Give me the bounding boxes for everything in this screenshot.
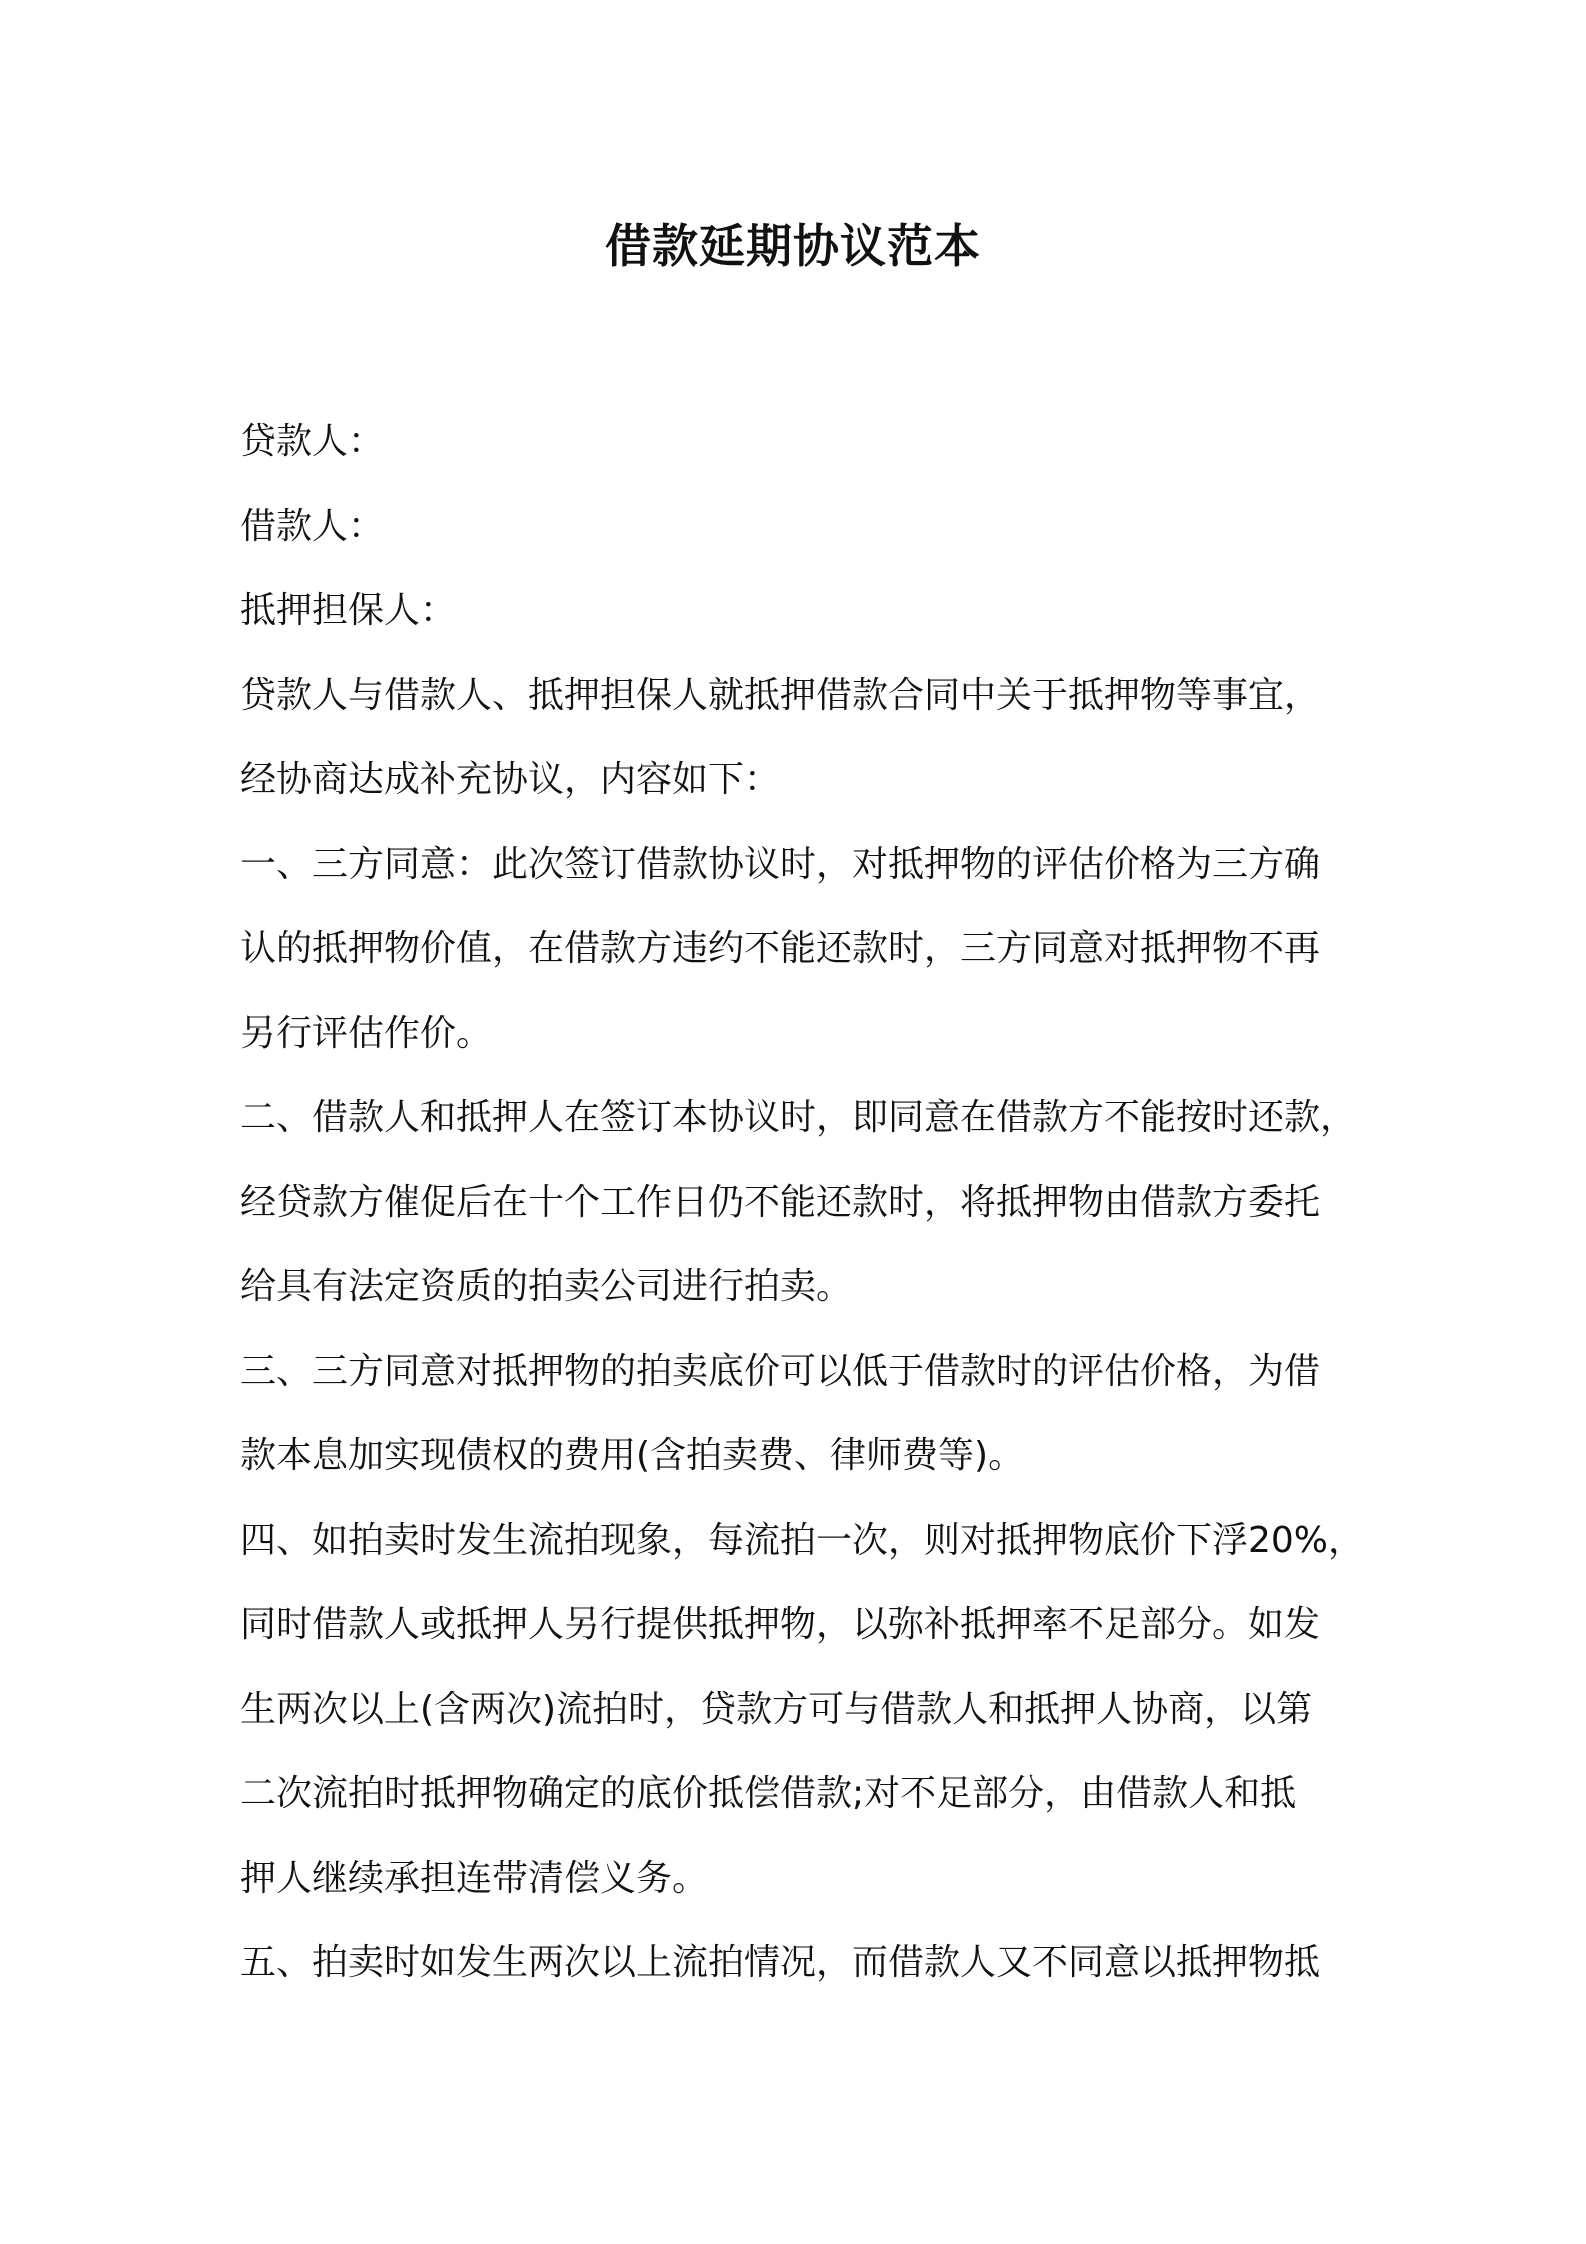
clause-5-line-1: 五、拍卖时如发生两次以上流拍情况，而借款人又不同意以抵押物抵: [240, 1942, 1321, 1983]
mortgage-guarantor-label: 抵押担保人：: [240, 590, 457, 631]
clause-1-line-3: 另行评估作价。: [240, 1012, 493, 1054]
clause-2-line-3: 给具有法定资质的拍卖公司进行拍卖。: [240, 1266, 853, 1307]
lender-label: 贷款人：: [240, 421, 385, 462]
intro-line-2: 经协商达成补充协议，内容如下：: [240, 759, 781, 800]
clause-4-line-3: 生两次以上(含两次)流拍时，贷款方可与借款人和抵押人协商，以第: [240, 1688, 1313, 1730]
clause-2-line-1: 二、借款人和抵押人在签订本协议时，即同意在借款方不能按时还款，: [240, 1097, 1357, 1138]
intro-line-1: 贷款人与借款人、抵押担保人就抵押借款合同中关于抵押物等事宜，: [240, 674, 1321, 716]
clause-4-line-4: 二次流拍时抵押物确定的底价抵偿借款;对不足部分，由借款人和抵: [240, 1773, 1297, 1814]
clause-3-line-1: 三、三方同意对抵押物的拍卖底价可以低于借款时的评估价格，为借: [240, 1350, 1321, 1392]
clause-4-line-5: 押人继续承担连带清偿义务。: [240, 1857, 709, 1899]
clause-2-line-2: 经贷款方催促后在十个工作日仍不能还款时，将抵押物由借款方委托: [240, 1181, 1321, 1223]
borrower-label: 借款人：: [240, 505, 385, 547]
clause-4-line-2: 同时借款人或抵押人另行提供抵押物，以弥补抵押率不足部分。如发: [240, 1604, 1321, 1645]
clause-1-line-1: 一、三方同意：此次签订借款协议时，对抵押物的评估价格为三方确: [240, 843, 1321, 885]
document-title: 借款延期协议范本: [605, 219, 981, 273]
clause-4-line-1: 四、如拍卖时发生流拍现象，每流拍一次，则对抵押物底价下浮20%，: [240, 1519, 1365, 1561]
clause-3-line-2: 款本息加实现债权的费用(含拍卖费、律师费等)。: [240, 1435, 1025, 1476]
clause-1-line-2: 认的抵押物价值，在借款方违约不能还款时，三方同意对抵押物不再: [240, 928, 1321, 969]
document-body: [240, 400, 1365, 2006]
